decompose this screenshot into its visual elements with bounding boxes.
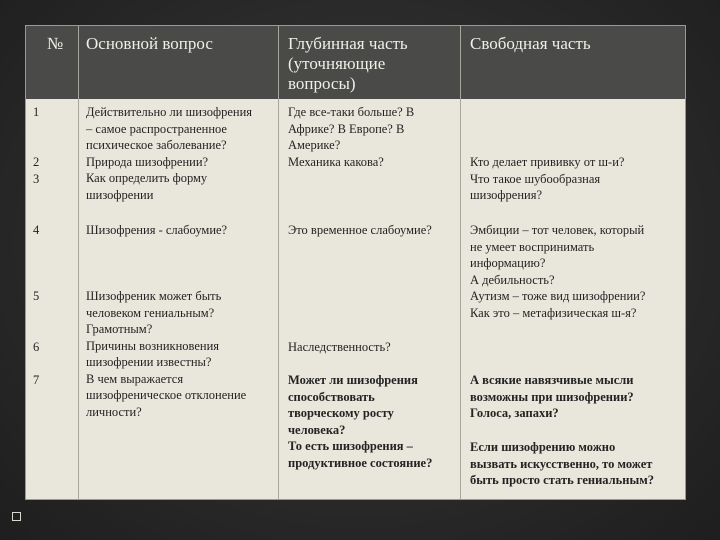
- column-divider: [78, 26, 79, 499]
- slide-bullet-icon: [12, 512, 21, 521]
- questions-table: [25, 25, 686, 500]
- main-question-block-3: Шизофреник может быть человеком гениальным? Грамотным? Причины возникновения шизофрении известны? В чем выражается шизофреническое отклонение личности?: [86, 289, 247, 419]
- row-number-4: 4: [33, 223, 40, 237]
- row-number-5: 5: [33, 289, 40, 303]
- row-number-1: 1: [33, 105, 40, 119]
- header-number: №: [47, 34, 64, 53]
- row-number-2-3: 2 3: [33, 155, 40, 186]
- header-deep-part: Глубинная часть (уточняющие вопросы): [288, 34, 408, 93]
- free-part-block-2: Эмбиции – тот человек, который не умеет воспринимать информацию? А дебильность? Аутизм – тоже вид шизофрении? Как это – метафизическая ш-я?: [470, 223, 646, 320]
- deep-part-block-2: Это временное слабоумие?: [288, 223, 432, 237]
- header-main-question: Основной вопрос: [86, 34, 213, 53]
- deep-part-block-3: Наследственность?: [288, 340, 391, 354]
- row-number-6: 6: [33, 340, 40, 354]
- header-free-part: Свободная часть: [470, 34, 591, 53]
- deep-part-block-4: Может ли шизофрения способствовать творческому росту человека? То есть шизофрения – продуктивное состояние?: [288, 373, 433, 470]
- row-number-7: 7: [33, 373, 40, 387]
- free-part-block-4: Если шизофрению можно вызвать искусственно, то может быть просто стать гениальным?: [470, 440, 655, 487]
- main-question-block-1: Действительно ли шизофрения – самое распространенное психическое заболевание? Природа шизофрении? Как определить форму шизофрении: [86, 105, 253, 202]
- table-header-row: [26, 26, 685, 100]
- free-part-block-3: А всякие навязчивые мысли возможны при шизофрении? Голоса, запахи?: [470, 373, 634, 420]
- main-question-block-2: Шизофрения - слабоумие?: [86, 223, 228, 237]
- deep-part-block-1: Где все-таки больше? В Африке? В Европе? В Америке? Механика какова?: [288, 105, 415, 169]
- free-part-block-1: Кто делает прививку от ш-и? Что такое шубообразная шизофрения?: [470, 155, 625, 202]
- column-divider: [460, 26, 461, 499]
- column-divider: [278, 26, 279, 499]
